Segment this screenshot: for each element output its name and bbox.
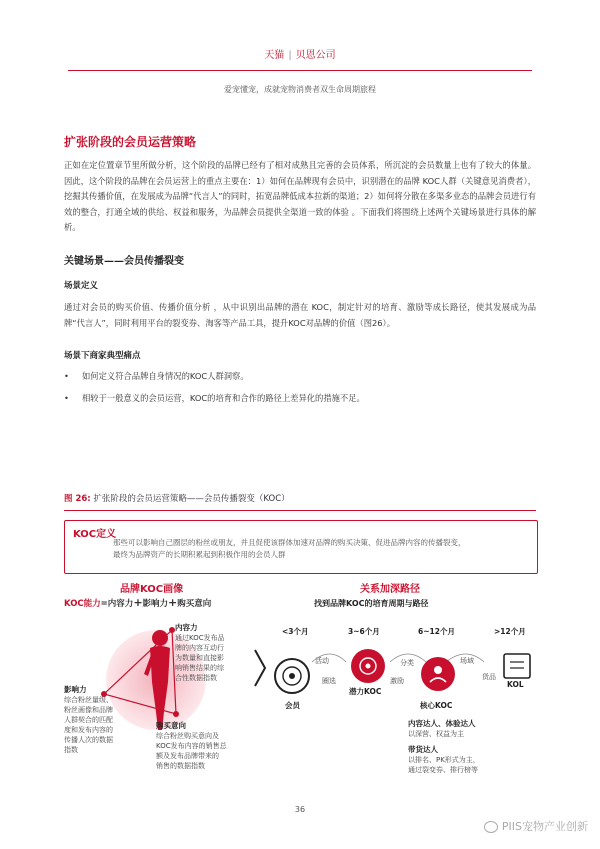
edge-label: 活动	[315, 657, 329, 665]
edge-label: 激励	[390, 677, 404, 685]
page-header	[0, 46, 600, 61]
formula-eq: =	[100, 599, 108, 609]
desc-line: 额及发布品牌带来的	[156, 752, 219, 760]
desc-line: 综合粉丝量级、	[64, 696, 113, 704]
desc-line: 度和发布内容的	[64, 726, 113, 734]
desc-line: 传播人次的数据	[64, 736, 113, 744]
bullet-item: • 相较于一般意义的会员运营，KOC的培育和合作的路径上差异化的措施不足。	[64, 393, 365, 403]
desc-line: 通过KOC发布品	[175, 634, 225, 642]
edge-label: 圈选	[322, 677, 336, 685]
content-power-desc	[175, 633, 225, 683]
formula-influence: 影响力	[142, 599, 169, 609]
report-subtitle: 爱宠懂宠，成就宠物消费者双生命周期旅程	[224, 85, 376, 94]
node-label-core-koc: 核心KOC	[420, 701, 453, 710]
path-subtitle: 找到品牌KOC的培育周期与路径	[314, 599, 429, 608]
wechat-icon	[484, 821, 498, 833]
edge-label: 货品	[482, 673, 496, 681]
kol-node-icon	[504, 654, 530, 678]
figure-divider	[64, 510, 536, 511]
purchase-block	[156, 720, 227, 771]
bullet-text: 如何定义符合品牌自身情况的KOC人群洞察。	[82, 371, 249, 381]
purchase-desc	[156, 731, 227, 771]
formula-content: 内容力	[107, 599, 134, 609]
node-label-potential-koc: 潜力KOC	[349, 687, 382, 696]
bullet-item: • 如何定义符合品牌自身情况的KOC人群洞察。	[64, 371, 249, 381]
koc-definition-line: 最终为品牌资产的长期积累起到积极作用的会员人群	[113, 550, 286, 559]
core-type-block	[408, 744, 480, 775]
period-label: >12个月	[494, 627, 526, 636]
brand-bain: 贝恩公司	[295, 50, 336, 61]
influence-block	[64, 684, 113, 755]
koc-definition-box	[64, 520, 538, 574]
formula-plus: +	[133, 596, 143, 609]
intro-paragraph: 正如在定位置章节里所做分析，这个阶段的品牌已经有了相对成熟且完善的会员体系，所沉淀的会员数量上也有了较大的体量。因此，这个阶段的品牌在会员运营上的重点主要在：1）如何在品牌现有会员中，识别潜在的品牌 KOC人群（关键意见消费者），挖掘其传播价值，在发展成为品牌“代言人”的同时，拓宽品牌低成本拉新的渠道；2）如何将分散在多渠多业态的品牌会员进行有效的整合，打通全域的供给、权益和服务，为品牌会员提供全渠道一致的体验 。下面我们将围绕上述两个关键场景进行具体的解析。	[64, 160, 536, 233]
header-separator: |	[288, 50, 292, 61]
node-label-kol: KOL	[507, 680, 524, 689]
portrait-title: 品牌KOC画像	[120, 584, 184, 595]
desc-line: 合性数据指数	[175, 674, 217, 682]
header-divider	[68, 70, 532, 71]
brand-tmall: 天猫	[264, 50, 285, 61]
figure-caption-text: 扩张阶段的会员运营策略——会员传播裂变（KOC）	[93, 494, 290, 504]
bullet-text: 相较于一般意义的会员运营，KOC的培育和合作的路径上差异化的措施不足。	[82, 393, 365, 403]
scene-definition-title: 场景定义	[64, 281, 99, 291]
page-number: 36	[294, 805, 306, 814]
desc-line: 响销售结果的综	[175, 664, 224, 672]
pain-points-title: 场景下商家典型痛点	[64, 351, 141, 361]
node-label-member: 会员	[285, 701, 300, 710]
chevron-right-icon	[252, 648, 268, 688]
core-type-block	[408, 718, 476, 739]
koc-definition-text	[113, 537, 466, 561]
core-type-title: 内容达人、体验达人	[408, 719, 476, 728]
desc-line: 为数量和直接影	[175, 654, 224, 662]
influence-title: 影响力	[64, 685, 87, 694]
period-label: 3~6个月	[348, 627, 380, 636]
koc-definition-line: 那些可以影响自己圈层的粉丝或朋友，并且促使该群体加速对品牌的购买决策、促进品牌内容的传播裂变，	[113, 538, 466, 547]
koc-formula	[64, 596, 211, 609]
influence-desc	[64, 695, 113, 755]
period-label: <3个月	[282, 627, 309, 636]
section-title: 扩张阶段的会员运营策略	[64, 135, 197, 149]
scene-title: 关键场景——会员传播裂变	[64, 256, 184, 267]
content-power-block	[175, 622, 225, 683]
core-type-desc: 通过裂变券、排行榜等	[408, 766, 478, 774]
desc-line: 综合粉丝购买意向及	[156, 732, 219, 740]
watermark-text: PIIS宠物产业创新	[501, 820, 588, 833]
formula-purchase: 购买意向	[177, 599, 212, 609]
desc-line: 销售的数据指数	[156, 762, 205, 770]
edge-label: 分类	[400, 659, 414, 667]
desc-line: 牌的内容互动行	[175, 644, 224, 652]
edge-label: 场域	[460, 657, 474, 665]
formula-plus: +	[168, 596, 178, 609]
figure-label: 图 26:	[64, 494, 91, 504]
watermark	[484, 818, 588, 834]
core-type-desc: 以排名、PK形式为主，	[408, 756, 480, 764]
content-power-title: 内容力	[175, 623, 198, 632]
period-label: 6~12个月	[418, 627, 455, 636]
core-type-desc: 以深营、权益为主	[408, 730, 464, 738]
path-title: 关系加深路径	[360, 584, 420, 595]
vertex-purchase	[173, 711, 179, 717]
desc-line: 指数	[64, 746, 78, 754]
desc-line: KOC发布内容的销售总	[156, 742, 227, 750]
formula-koc: KOC能力	[64, 599, 101, 609]
figure-caption	[64, 492, 290, 504]
core-type-title: 带货达人	[408, 745, 438, 754]
koc-definition-title: KOC定义	[73, 529, 117, 540]
desc-line: 人群契合的匹配	[64, 716, 113, 724]
purchase-title: 购买意向	[156, 721, 186, 730]
scene-definition-text: 通过对会员的购买价值、传播价值分析 ，从中识别出品牌的潜在 KOC，制定针对的培育、激励等成长路径，使其发展成为品牌“代言人”，同时利用平台的裂变券、淘客等产品工具，提升KOC对品牌的价值（图26）。	[64, 302, 536, 328]
desc-line: 粉丝画像和品牌	[64, 706, 113, 714]
